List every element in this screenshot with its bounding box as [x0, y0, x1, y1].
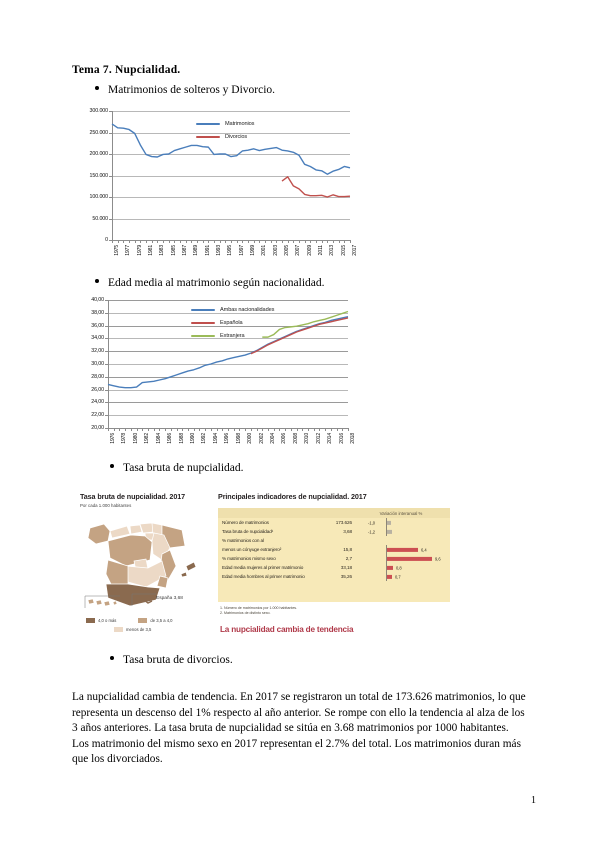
- x-axis-tick: [337, 428, 338, 431]
- y-axis-tick-label: 150.000: [89, 172, 108, 179]
- x-axis-tick: [214, 240, 215, 243]
- map-svg: [82, 514, 208, 614]
- indicator-label: menos un cónyuge extranjero²: [222, 547, 282, 552]
- map-title: Tasa bruta de nupcialidad. 2017: [80, 492, 186, 501]
- x-axis-tick-label: 1984: [155, 433, 162, 444]
- x-axis-tick-label: 2004: [270, 433, 276, 444]
- indicator-value: 3,68: [343, 529, 352, 534]
- x-axis-tick: [118, 240, 119, 243]
- x-axis-tick: [137, 428, 138, 431]
- x-axis-tick: [282, 240, 283, 243]
- x-axis-tick: [268, 428, 269, 431]
- legend-label: Española: [220, 320, 243, 326]
- x-axis-tick: [251, 428, 252, 431]
- bullet-dot-icon: [95, 86, 99, 90]
- x-axis-tick-label: 1979: [136, 245, 143, 256]
- x-axis-tick-label: 1975: [114, 245, 120, 256]
- variation-bar: [387, 547, 418, 551]
- x-axis-tick-label: 2012: [315, 433, 322, 444]
- table-row: [218, 536, 450, 545]
- bullet-dot-icon: [95, 279, 99, 283]
- y-axis-tick-label: 36,00: [91, 322, 104, 329]
- variation-value: 6,4: [421, 547, 427, 552]
- indicadores-table: [218, 508, 450, 602]
- x-axis-tick: [197, 240, 198, 243]
- variation-column-header: Variación interanual %: [379, 510, 423, 516]
- variation-value: -1,0: [368, 520, 376, 525]
- x-axis-tick: [131, 428, 132, 431]
- bullet-label: Edad media al matrimonio según nacionalidad.: [108, 277, 325, 289]
- x-axis-tick: [350, 240, 351, 243]
- indicator-label: Edad media mujeres al primer matrimonio: [222, 565, 304, 570]
- table-footnotes: [220, 606, 410, 617]
- x-axis-tick: [274, 428, 275, 431]
- x-axis-tick-label: 1995: [227, 245, 234, 256]
- map-block: [80, 492, 208, 508]
- x-axis-tick-label: 1991: [204, 245, 211, 256]
- bullet-tasa-bruta-nupcialidad: [110, 462, 244, 474]
- x-axis-tick: [114, 428, 115, 431]
- x-axis-tick: [291, 428, 292, 431]
- y-axis-tick-label: 38,00: [91, 309, 104, 316]
- x-axis-tick: [248, 240, 249, 243]
- x-axis-tick-label: 1993: [216, 245, 222, 256]
- x-axis-tick: [220, 240, 221, 243]
- indicator-label: % matrimonios mismo sexo: [222, 556, 276, 561]
- x-axis-tick-label: 1988: [178, 433, 185, 444]
- x-axis-tick: [159, 428, 160, 431]
- chart1-legend: [196, 121, 254, 147]
- bullet-tasa-bruta-divorcios: [110, 654, 233, 666]
- x-axis-tick: [279, 428, 280, 431]
- x-axis-tick-label: 1977: [125, 245, 132, 256]
- legend-label: Ambas nacionalidades: [220, 307, 275, 313]
- x-axis-tick: [339, 240, 340, 243]
- x-axis-tick: [222, 428, 223, 431]
- map-legend-item: [86, 618, 116, 623]
- x-axis-tick: [254, 240, 255, 243]
- x-axis-tick: [308, 428, 309, 431]
- map-subtitle: Por cada 1.000 habitantes: [80, 503, 132, 508]
- table-row: [218, 554, 450, 563]
- x-axis-tick-label: 2005: [284, 245, 290, 256]
- x-axis-tick-label: 1976: [110, 433, 116, 444]
- x-axis-tick: [319, 428, 320, 431]
- variation-bar: [387, 556, 432, 560]
- x-axis-tick-label: 2000: [247, 433, 254, 444]
- x-axis-tick: [180, 240, 181, 243]
- legend-color-swatch: [196, 136, 220, 138]
- x-axis-tick-label: 1996: [224, 433, 231, 444]
- x-axis-tick-label: 1999: [250, 245, 256, 256]
- legend-color-swatch: [191, 322, 215, 324]
- indicator-value: 2,7: [345, 556, 352, 561]
- x-axis-tick-label: 2008: [292, 433, 299, 444]
- x-axis-tick: [239, 428, 240, 431]
- variation-cell: [352, 536, 450, 545]
- x-axis-tick-label: 2010: [304, 433, 311, 444]
- map-legend-row: [86, 618, 208, 623]
- bullet-dot-icon: [110, 464, 114, 468]
- y-axis-tick-label: 200.000: [89, 151, 108, 157]
- series-line-divorcios: [282, 177, 350, 197]
- y-axis-tick-label: 22,00: [91, 412, 104, 419]
- map-legend-swatch: [138, 618, 147, 623]
- variation-value: 9,6: [435, 556, 441, 561]
- x-axis-tick-label: 2015: [340, 245, 347, 256]
- x-axis-tick: [331, 428, 332, 431]
- x-axis-tick: [288, 240, 289, 243]
- x-axis-tick: [276, 240, 277, 243]
- variation-value: -1,2: [368, 529, 376, 534]
- x-axis-tick: [310, 240, 311, 243]
- x-axis-tick: [228, 428, 229, 431]
- x-axis-tick: [146, 240, 147, 243]
- legend-label: Matrimonios: [225, 121, 255, 127]
- bullet-matrimonios-divorcio: [95, 84, 275, 96]
- bullet-label: Tasa bruta de divorcios.: [123, 654, 233, 666]
- x-axis-tick: [119, 428, 120, 431]
- y-axis-tick-label: 0: [105, 237, 108, 243]
- x-axis-tick-label: 1980: [132, 433, 139, 444]
- x-axis-tick: [245, 428, 246, 431]
- y-axis-tick-label: 300.000: [89, 108, 108, 114]
- map-legend: [86, 618, 208, 632]
- x-axis-tick: [242, 240, 243, 243]
- table-row: [218, 518, 450, 527]
- map-legend-swatch: [86, 618, 95, 623]
- x-axis-tick: [333, 240, 334, 243]
- x-axis-tick-label: 1985: [170, 245, 177, 256]
- indicator-label: Tasa bruta de nupcialidad¹: [222, 529, 274, 534]
- x-axis-tick: [316, 240, 317, 243]
- x-axis-tick: [148, 428, 149, 431]
- x-axis-tick: [285, 428, 286, 431]
- variation-cell: [352, 518, 450, 527]
- x-axis-tick-label: 1990: [190, 433, 196, 444]
- x-axis-tick: [191, 240, 192, 243]
- x-axis-tick: [231, 240, 232, 243]
- chart-matrimonios-divorcios: [78, 107, 360, 277]
- y-axis-tick-label: 34,00: [91, 335, 104, 342]
- x-axis-tick-label: 1986: [167, 433, 174, 444]
- x-axis-tick-label: 1992: [201, 433, 208, 444]
- x-axis-tick: [171, 428, 172, 431]
- indicator-value: 35,26: [340, 574, 352, 579]
- map-national-value: España 3,68: [156, 596, 183, 601]
- variation-value: 0,8: [396, 565, 402, 570]
- x-axis-tick-label: 1997: [238, 245, 245, 256]
- x-axis-tick-label: 1983: [159, 245, 166, 256]
- y-axis-tick-label: 28,00: [91, 373, 104, 380]
- variation-cell: [352, 563, 450, 572]
- variation-value: 0,7: [395, 574, 401, 579]
- table-row: [218, 527, 450, 536]
- map-legend-label: 4,0 o más: [98, 618, 117, 623]
- variation-bar: [387, 529, 392, 533]
- table-row: [218, 572, 450, 581]
- variation-bar: [387, 565, 393, 569]
- y-axis-tick-label: 26,00: [91, 386, 104, 393]
- x-axis-tick: [314, 428, 315, 431]
- x-axis-tick: [217, 428, 218, 431]
- x-axis-tick: [271, 240, 272, 243]
- variation-bar: [387, 520, 391, 524]
- x-axis-tick: [342, 428, 343, 431]
- footnote: 1. Número de matrimonios por 1.000 habitantes.: [220, 606, 298, 610]
- x-axis-tick: [299, 240, 300, 243]
- variation-cell: [352, 554, 450, 563]
- x-axis-tick: [186, 240, 187, 243]
- x-axis-tick-label: 1989: [193, 245, 200, 256]
- x-axis-tick: [297, 428, 298, 431]
- x-axis-tick: [177, 428, 178, 431]
- x-axis-tick: [123, 240, 124, 243]
- x-axis-tick: [125, 428, 126, 431]
- x-axis-tick-label: 2003: [272, 245, 279, 256]
- table-row: [218, 563, 450, 572]
- legend-item: [196, 134, 254, 140]
- x-axis-tick: [257, 428, 258, 431]
- x-axis-tick: [165, 428, 166, 431]
- x-axis-tick: [157, 240, 158, 243]
- x-axis-tick: [108, 428, 109, 431]
- x-axis-tick: [182, 428, 183, 431]
- x-axis-tick: [259, 240, 260, 243]
- y-axis-tick-label: 24,00: [91, 399, 104, 406]
- x-axis-tick: [265, 240, 266, 243]
- x-axis-tick: [225, 240, 226, 243]
- x-axis-tick-label: 1978: [121, 433, 128, 444]
- indicator-value: 33,18: [340, 565, 352, 570]
- x-axis-tick-label: 1987: [182, 245, 188, 256]
- x-axis-tick-label: 2018: [350, 433, 356, 444]
- y-axis-tick-label: 20,00: [91, 425, 104, 431]
- indicator-label: Número de matrimonios: [222, 520, 269, 525]
- y-axis-tick-label: 40,00: [91, 297, 104, 303]
- bullet-dot-icon: [110, 656, 114, 660]
- x-axis-tick: [208, 240, 209, 243]
- chart-edad-media-matrimonio: [78, 297, 360, 455]
- bullet-label: Matrimonios de solteros y Divorcio.: [108, 84, 276, 96]
- table-row: [218, 545, 450, 554]
- table-head: [218, 508, 450, 518]
- x-axis-tick: [322, 240, 323, 243]
- map-legend-item: [114, 627, 208, 632]
- spain-choropleth-map: [82, 514, 208, 614]
- x-axis-tick-label: 2013: [329, 245, 336, 256]
- map-legend-label: de 3,5 a 4,0: [150, 618, 173, 623]
- x-axis-tick: [348, 428, 349, 431]
- bullet-edad-media: [95, 277, 325, 289]
- x-axis-tick: [169, 240, 170, 243]
- x-axis-tick-label: 2002: [258, 433, 265, 444]
- indicator-value: 15,8: [343, 547, 352, 552]
- legend-item: [191, 333, 274, 339]
- x-axis-tick: [129, 240, 130, 243]
- infographic-nupcialidad: [80, 492, 450, 647]
- x-axis-tick: [174, 240, 175, 243]
- x-axis-tick-label: 2017: [352, 245, 358, 256]
- x-axis-tick-label: 2001: [261, 245, 268, 256]
- legend-item: [196, 121, 254, 127]
- indicator-value: 173.626: [335, 520, 352, 525]
- x-axis-tick-label: 2016: [338, 433, 345, 444]
- infographic-tagline: La nupcialidad cambia de tendencia: [220, 625, 354, 634]
- y-axis-tick-label: 50.000: [92, 215, 108, 222]
- legend-color-swatch: [191, 335, 215, 337]
- y-axis-tick-label: 100.000: [89, 194, 108, 200]
- x-axis-tick-label: 2014: [327, 433, 334, 444]
- indicator-label: Edad media hombres al primer matrimonio: [222, 574, 305, 579]
- map-legend-item: [138, 618, 172, 623]
- variation-bar: [387, 574, 392, 578]
- legend-item: [191, 307, 274, 313]
- x-axis-tick: [325, 428, 326, 431]
- legend-label: Divorcios: [225, 134, 248, 140]
- variation-cell: [352, 572, 450, 581]
- page-title: Tema 7. Nupcialidad.: [72, 64, 181, 76]
- x-axis-tick-label: 2006: [281, 433, 288, 444]
- footnote: 2. Matrimonios de distinto sexo.: [220, 611, 271, 616]
- x-axis-tick: [293, 240, 294, 243]
- map-legend-swatch: [114, 627, 123, 632]
- x-axis-tick: [135, 240, 136, 243]
- y-axis-tick-label: 250.000: [89, 129, 108, 136]
- x-axis-tick: [305, 240, 306, 243]
- x-axis-tick-label: 1994: [212, 433, 219, 444]
- y-axis-tick-label: 32,00: [91, 348, 104, 355]
- x-axis-tick: [344, 240, 345, 243]
- series-line-extranjera: [262, 312, 348, 338]
- variation-cell: [352, 545, 450, 554]
- x-axis-tick: [211, 428, 212, 431]
- x-axis-tick-label: 1982: [144, 433, 151, 444]
- x-axis-tick: [205, 428, 206, 431]
- page-number: 1: [531, 795, 536, 806]
- x-axis-tick: [199, 428, 200, 431]
- variation-cell: [352, 527, 450, 536]
- x-axis-tick: [154, 428, 155, 431]
- x-axis-tick: [188, 428, 189, 431]
- x-axis-tick-label: 1998: [235, 433, 242, 444]
- table-body: [218, 518, 450, 581]
- x-axis-tick: [163, 240, 164, 243]
- x-axis-tick: [203, 240, 204, 243]
- chart2-legend: [191, 307, 274, 346]
- x-axis-tick: [194, 428, 195, 431]
- x-axis-tick: [234, 428, 235, 431]
- x-axis-tick-label: 2007: [295, 245, 302, 256]
- table-title: Principales indicadores de nupcialidad. 2017: [218, 492, 367, 501]
- x-axis-tick: [302, 428, 303, 431]
- y-axis-tick-label: 30,00: [91, 361, 104, 367]
- x-axis-tick: [152, 240, 153, 243]
- legend-label: Extranjera: [220, 333, 245, 339]
- map-legend-label: menos de 3,5: [126, 627, 152, 632]
- x-axis-tick: [262, 428, 263, 431]
- x-axis-tick: [112, 240, 113, 243]
- legend-color-swatch: [191, 309, 215, 311]
- x-axis-tick-label: 2009: [306, 245, 313, 256]
- x-axis-tick: [140, 240, 141, 243]
- bullet-label: Tasa bruta de nupcialidad.: [123, 462, 244, 474]
- x-axis-tick-label: 2011: [318, 245, 324, 256]
- indicator-label: % matrimonios con al: [222, 538, 264, 543]
- legend-color-swatch: [196, 123, 220, 125]
- legend-item: [191, 320, 274, 326]
- x-axis-tick-label: 1981: [148, 245, 154, 256]
- x-axis-tick: [327, 240, 328, 243]
- x-axis-tick: [237, 240, 238, 243]
- x-axis-tick: [142, 428, 143, 431]
- body-paragraph: La nupcialidad cambia de tendencia. En 2017 se registraron un total de 173.626 matrimonios, lo que representa un descenso del 1% respecto al año anterior. Se rompe con ello la tendencia al alza de los 3 años anteriores. La tasa bruta de nupcialidad se sitúa en 3.68 matrimonios por 1000 habitantes. Los matrimonio del mismo sexo en 2017 representan el 2.7% del total. Los matrimonios duran más que los divorciados.: [72, 691, 526, 766]
